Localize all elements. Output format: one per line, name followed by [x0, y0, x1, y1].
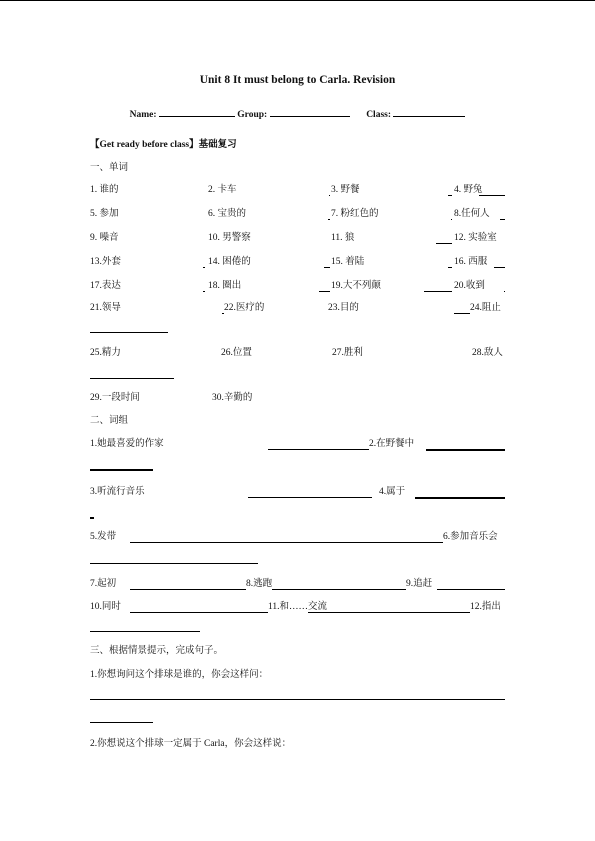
vocab-blank-16[interactable]	[494, 267, 505, 268]
vocab-blank-13[interactable]	[203, 267, 205, 268]
vocab-item-22: 22.医疗的	[224, 303, 265, 313]
vocab-item-11: 11. 狼	[331, 233, 355, 243]
phrase-blank-9[interactable]	[437, 589, 505, 590]
phrase-blank-1[interactable]	[268, 449, 369, 450]
phrase-item-1: 1.她最喜爱的作家	[90, 439, 164, 449]
vocab-blank-24-cont[interactable]	[90, 332, 168, 333]
name-blank[interactable]	[159, 107, 235, 117]
phrase-blank-10[interactable]	[130, 612, 268, 613]
worksheet-title: Unit 8 It must belong to Carla. Revision	[199, 74, 396, 86]
vocab-item-28: 28.敌人	[472, 348, 503, 358]
phrase-item-5: 5.发带	[90, 532, 117, 542]
name-label: Name:	[129, 110, 157, 120]
vocab-blank-11[interactable]	[436, 243, 452, 244]
vocab-blank-2[interactable]	[329, 195, 330, 196]
phrase-blank-7[interactable]	[130, 589, 246, 590]
phrase-item-12: 12.指出	[470, 602, 501, 612]
vocab-item-9: 9. 噪音	[90, 233, 119, 243]
vocab-item-2: 2. 卡车	[208, 185, 237, 195]
vocab-item-24: 24.阻止	[470, 303, 501, 313]
group-label: Group:	[237, 110, 268, 120]
vocab-item-21: 21.领导	[90, 303, 121, 313]
answer-line-1a[interactable]	[90, 699, 505, 700]
vocab-blank-7[interactable]	[451, 219, 452, 220]
class-label: Class:	[366, 110, 391, 120]
vocab-item-25: 25.精力	[90, 348, 121, 358]
vocab-blank-17[interactable]	[203, 291, 205, 292]
class-blank[interactable]	[393, 107, 465, 117]
phrase-blank-8[interactable]	[272, 589, 406, 590]
vocab-item-1: 1. 谁的	[90, 185, 119, 195]
vocab-blank-19[interactable]	[424, 291, 452, 292]
phrase-item-8: 8.逃跑	[246, 579, 273, 589]
phrase-blank-4[interactable]	[415, 497, 505, 499]
vocab-blank-4[interactable]	[479, 195, 505, 196]
vocab-item-16: 16. 西服	[454, 257, 488, 267]
phrase-item-6: 6.参加音乐会	[443, 532, 498, 542]
vocab-item-29: 29.一段时间	[90, 393, 140, 403]
part1-heading: 一、单词	[90, 163, 129, 173]
phrase-item-4: 4.属于	[379, 487, 406, 497]
phrase-item-9: 9.追赶	[406, 579, 433, 589]
group-blank[interactable]	[270, 107, 350, 117]
vocab-item-19: 19.大不列颠	[331, 281, 381, 291]
phrase-blank-2-cont[interactable]	[90, 469, 153, 471]
student-info-line	[0, 107, 595, 120]
phrase-blank-4-cont[interactable]	[90, 517, 94, 519]
vocab-item-7: 7. 粉红色的	[331, 209, 379, 219]
vocab-item-23: 23.目的	[328, 303, 359, 313]
vocab-item-5: 5. 参加	[90, 209, 119, 219]
vocab-item-10: 10. 男警察	[208, 233, 251, 243]
section-heading: 【Get ready before class】基础复习	[90, 140, 237, 150]
phrase-blank-12-cont[interactable]	[90, 631, 200, 632]
vocab-blank-8[interactable]	[500, 219, 505, 220]
vocab-blank-18[interactable]	[319, 291, 330, 292]
phrase-item-11: 11.和……交流	[268, 602, 328, 612]
answer-line-1b[interactable]	[90, 722, 153, 723]
vocab-blank-20[interactable]	[504, 291, 505, 292]
phrase-blank-3[interactable]	[248, 497, 372, 498]
vocab-item-17: 17.表达	[90, 281, 121, 291]
vocab-item-4: 4. 野兔	[454, 185, 483, 195]
phrase-item-2: 2.在野餐中	[369, 439, 415, 449]
phrase-blank-5[interactable]	[130, 542, 443, 543]
vocab-blank-15[interactable]	[448, 267, 452, 268]
phrase-item-7: 7.起初	[90, 579, 117, 589]
vocab-item-30: 30.辛勤的	[212, 393, 253, 403]
vocab-item-6: 6. 宝贵的	[208, 209, 247, 219]
vocab-item-18: 18. 圈出	[208, 281, 242, 291]
vocab-blank-14[interactable]	[324, 267, 330, 268]
vocab-item-13: 13.外套	[90, 257, 121, 267]
question-1: 1.你想询问这个排球是谁的，你会这样问：	[90, 670, 269, 680]
phrase-blank-6-cont[interactable]	[90, 563, 258, 564]
phrase-item-3: 3.听流行音乐	[90, 487, 145, 497]
vocab-item-20: 20.收到	[454, 281, 485, 291]
vocab-item-15: 15. 着陆	[331, 257, 365, 267]
vocab-item-8: 8.任何人	[454, 209, 490, 219]
phrase-item-10: 10.同时	[90, 602, 121, 612]
vocab-item-27: 27.胜利	[332, 348, 363, 358]
vocab-blank-6[interactable]	[328, 219, 330, 220]
part3-heading: 三、根据情景提示，完成句子。	[90, 646, 224, 656]
phrase-blank-2[interactable]	[426, 449, 505, 451]
phrase-blank-11[interactable]	[308, 612, 470, 613]
vocab-item-12: 12. 实验室	[454, 233, 497, 243]
question-2: 2.你想说这个排球一定属于 Carla，你会这样说：	[90, 739, 292, 749]
vocab-blank-23[interactable]	[454, 313, 470, 314]
vocab-item-3: 3. 野餐	[331, 185, 360, 195]
vocab-item-14: 14. 困倦的	[208, 257, 251, 267]
top-border	[0, 0, 595, 1]
vocab-blank-28-cont[interactable]	[90, 378, 174, 379]
vocab-item-26: 26.位置	[221, 348, 252, 358]
part2-heading: 二、词组	[90, 416, 129, 426]
vocab-blank-3[interactable]	[448, 195, 452, 196]
